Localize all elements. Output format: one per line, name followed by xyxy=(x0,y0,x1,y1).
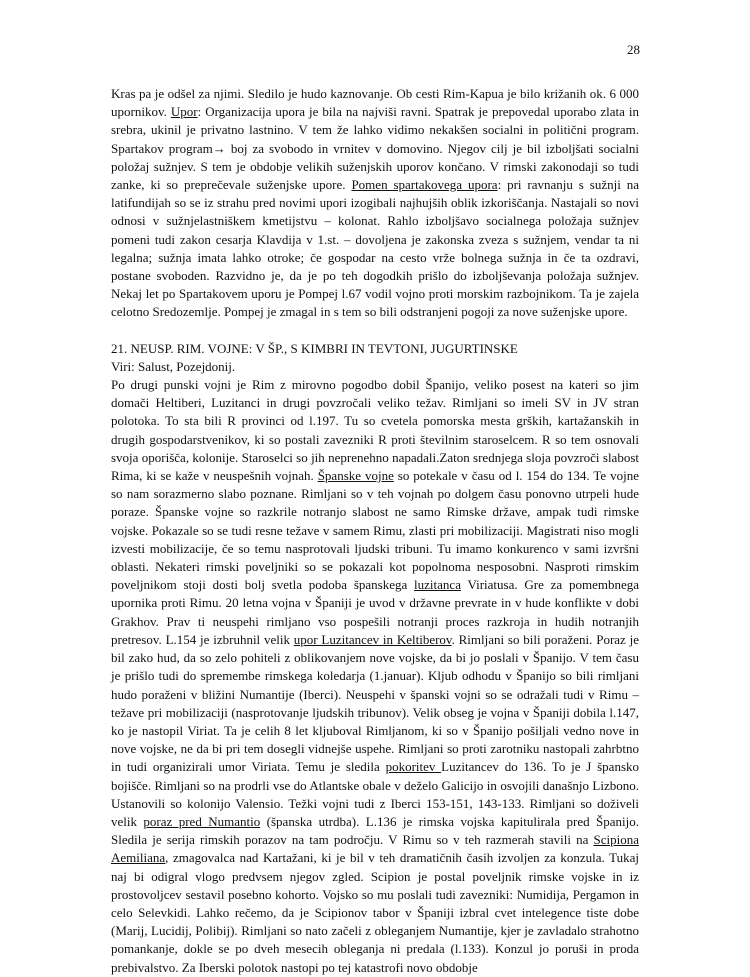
paragraph-spanish-wars xyxy=(111,376,639,977)
underlined-term: poraz pred Numantio xyxy=(143,813,261,829)
underlined-term: Upor xyxy=(170,104,198,120)
text-segment: : pri ravnanju s sužnji na latifundijah so se iz strahu pred novimi upori izogibali najhujših oblik izkoriščanja. Nastajali so novi odnosi v sužnjelastniškem kmetijstvu – kolonat. Rahlo izboljšavo socialnega položaja sužnjev pomeni tudi zakon cesarja Klavdija v 1.st. – dovoljena je zakonska zveza s sužnjem, vendar ta ni legalna; sužnja imata lahko otroke; če gospodar na cesto vrže bolnega sužnja in če ta ozdravi, postane svoboden. Razvidno je, da je po teh dogodkih prišlo do izboljševanja položaja sužnjev. Nekaj let po Spartakovem uporu je Pompej l.67 vodil vojno proti morskim razbojnikom. Ta je zajela celotno Sredozemlje. Pompej je zmagal in s tem so bili odstranjeni pogoji za nove suženjske upore. xyxy=(111,177,640,320)
text-segment: , zmagovalca nad Kartažani, ki je bil v teh dramatičnih časih izvoljen za konzula. Tukaj naj bi odigral vlogo predvsem njegov zgled. Scipion je postal poveljnik rimske vojske in iz prostovoljcev sestavil posebno kohorto. Vojsko so mu poslali tudi zavezniki: Numidija, Pergamon in celo Selevkidi. Lahko rečemo, da je Scipionov tabor v Španiji izbral cvet intelegence tiste dobe (Marij, Lucidij, Polibij). Rimljani so nato začeli z obleganjem Numantije, kjer je zavladalo strahotno pomankanje, dokle se po dveh mesecih obleganja ni predala (l.133). Konzul jo poruši in proda prebivalstvo. Za Iberski polotok nastopi po tej katastrofi novo obdobje xyxy=(111,850,639,975)
text-segment: Luzitancev do 136. To je J špansko bojišče. Rimljani so na prodrli vse do Atlantske obale v deželo Galicijo in osvojili današnjo Lizbono. Ustanovili so kolonijo Valensio. Težki vojni tudi z Iberci 153-151, 143-133. Rimljani so doživeli velik xyxy=(111,759,640,829)
underlined-term: Španske vojne xyxy=(317,468,394,484)
section-heading: 21. NEUSP. RIM. VOJNE: V ŠP., S KIMBRI IN TEVTONI, JUGURTINSKE xyxy=(111,340,518,356)
document-body xyxy=(111,85,639,977)
underlined-term: pokoritev xyxy=(385,759,442,775)
underlined-term: upor Luzitancev in Keltiberov xyxy=(293,631,452,647)
text-segment: Kras pa je odšel za njimi. Sledilo je hudo kaznovanje. Ob cesti Rim-Kapua je bilo križanih ok. 6 000 upornikov. xyxy=(111,86,639,120)
underlined-term: Scipiona Aemiliana xyxy=(111,832,639,866)
text-segment: (španska utrdba). L.136 je rimska vojska kapitulirala pred Španijo. Sledila je serija rimskih porazov na tam področju. V Rimu so v teh razmerah stavili na xyxy=(111,813,639,848)
text-segment: : Organizacija upora je bila na najviši ravni. Spatrak je prepovedal uporabo zlata in srebra, ukinil je privatno lastnino. V tem že lahko vidimo nekakšen socialni in politični program. Spartakov program→ boj za svobodo in vrnitev v domovino. Njegov cilj je bil izboljšati socialni položaj sužnjev. S tem je obdobje velikih suženjskih uporov končano. V rimski zakonodaji so tudi zanke, ki so preprečevale suženjske upore. xyxy=(111,104,639,193)
text-segment: Po drugi punski vojni je Rim z mirovno pogodbo dobil Španijo, veliko posest na kateri so jim domači Heltiberi, Luzitanci in drugi povzročali veliko težav. Rimljani so imeli SV in JV stran polotoka. To sta bili R provinci od l.197. Tu so cvetela pomorska mesta grških, kartažanskih in drugih gospodarstvenikov, ki so postali zavezniki R proti številnim staroselcem. R so tem osnovali svoja oporišča, kolonije. Staroselci so jih neprenehno napadali.Zaton srednjega sloja povzroči slabost Rima, ki se kaže v neuspešnih vojnah. xyxy=(111,377,639,484)
underlined-term: luzitanca xyxy=(414,577,461,593)
page-number: 28 xyxy=(627,42,640,57)
underlined-term: Pomen spartakovega upora xyxy=(351,177,498,193)
text-segment: . Rimljani so bili poraženi. Poraz je bil zako hud, da so zelo pohiteli z oblikovanjem nove vojske, da bi jo poslali v Španijo. V tem času je prišlo tudi do spremembe rimskega koledarja (1.januar). Kljub odhodu v Španijo so bili rimljani hudo poraženi v bližini Numantije (Iberci). Neuspehi v španski vojni so se odražali tudi v Rimu – težave pri mobilizaciji (nasprotovanje ljudskih tribunov). Velik obseg je vojna v Španiji dobila l.147, ko je nastopil Viriat. Ta je celih 8 let kljuboval Rimljanom, ki so v Španijo pošiljali vedno nove in nove vojske, ne da bi pri tem dosegli vidnejše uspehe. Rimljani so proti zarotniku nastopali zahrbtno in tudi organizirali umor Viriata. Temu je sledila xyxy=(111,631,639,775)
paragraph-spartacus xyxy=(111,85,639,322)
sources-line: Viri: Salust, Pozejdonij. xyxy=(111,358,236,374)
text-segment: Viriatusa. Gre za pomembnega upornika proti Rimu. 20 letna vojna v Španiji je uvod v državne prevrate in v hude konflikte v dobi Grakhov. Prav ti neuspehi rimljano vso pospešili notranji proces razkroja in hudih notranjih pretresov. L.154 je izbruhnil velik xyxy=(111,577,640,647)
text-segment: so potekale v času od l. 154 do 134. Te vojne so nam sorazmerno slabo poznane. Rimljani so v teh vojnah po dolgem času ponovno utrpeli hude poraze. Španske vojne so razkrile notranjo slabost ne samo Rimske države, ampak tudi rimske vojske. Pokazale so se tudi resne težave v samem Rimu, zlasti pri mobilizaciji. Magistrati niso mogli izvesti mobilizacije, če so temu nasprotovali ljudski tribuni. Tu imamo konkurenco v sami izvršni oblasti. Nekateri rimski poveljniki so se pokazali kot popolnoma nesposobni. Nasproti rimskim poveljnikom stoji dosti bolj svetla podoba španskega xyxy=(111,468,639,593)
